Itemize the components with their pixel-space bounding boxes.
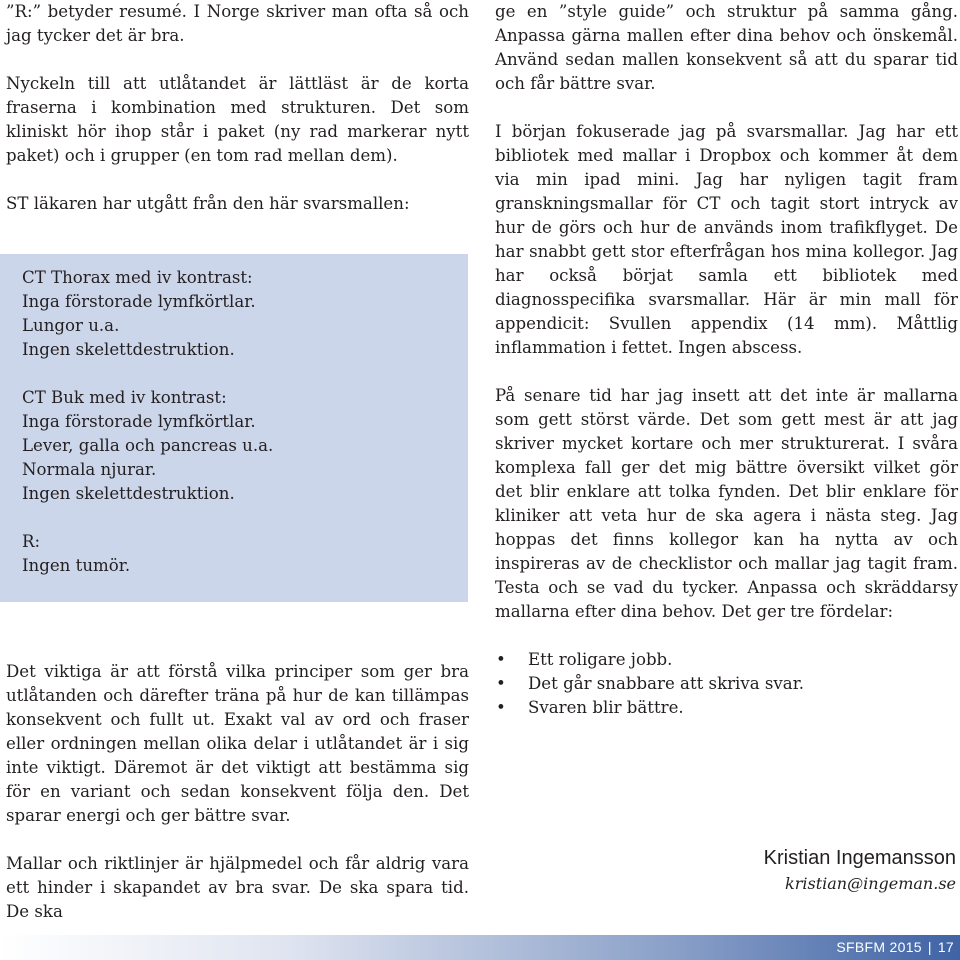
thorax-line-skeleton: Ingen skelettdestruktion. [22, 340, 235, 359]
tools-paragraph: Mallar och riktlinjer är hjälpmedel och får aldrig vara ett hinder i skapandet av bra svar. De ska spara tid. De ska [6, 854, 469, 921]
page-number: 17 [937, 939, 954, 955]
bullet-icon: • [496, 698, 506, 717]
footer-bar [0, 935, 960, 960]
intro-paragraph: ”R:” betyder resumé. I Norge skriver man ofta så och jag tycker det är bra. [6, 2, 469, 45]
benefit-text: Svaren blir bättre. [528, 698, 684, 717]
right-column [495, 0, 958, 720]
buk-title: CT Buk med iv kontrast: [22, 388, 227, 407]
report-template-box [0, 254, 468, 602]
buk-line-liver: Lever, galla och pancreas u.a. [22, 436, 274, 455]
benefit-text: Det går snabbare att skriva svar. [528, 674, 805, 693]
benefit-text: Ett roligare jobb. [528, 650, 673, 669]
key-paragraph: Nyckeln till att utlåtandet är lättläst är de korta fraserna i kombination med strukturen. Det som kliniskt hör ihop står i paket (ny rad markerar nytt paket) och i grupper (en tom rad mellan dem). [6, 74, 469, 165]
footer-separator: | [927, 939, 932, 955]
template-intro: ST läkaren har utgått från den här svarsmallen: [6, 194, 410, 213]
author-block [764, 845, 956, 897]
value-paragraph: På senare tid har jag insett att det inte är mallarna som gett störst värde. Det som gett mest är att jag skriver mycket kortare och mer strukturerat. I svåra komplexa fall ger det mig bättre översikt vilket gör det blir enklare att tolka fynden. Det blir enklare för kliniker att veta hur de ska agera i nästa steg. Jag hoppas det finns kollegor kan ha nytta av och inspireras av de checklistor och mallar jag tagit fram. Testa och se vad du tycker. Anpassa och skräddarsy mallarna efter dina behov. Det ger tre fördelar: [495, 386, 958, 621]
author-email[interactable]: kristian@ingeman.se [785, 874, 956, 893]
benefits-list [495, 648, 958, 720]
footer-text [836, 935, 954, 960]
list-item [495, 672, 958, 696]
buk-line-kidneys: Normala njurar. [22, 460, 157, 479]
list-item [495, 648, 958, 672]
resume-label: R: [22, 532, 41, 551]
left-column-lower [6, 660, 469, 924]
author-name: Kristian Ingemansson [763, 847, 956, 869]
bullet-icon: • [496, 674, 506, 693]
resume-text: Ingen tumör. [22, 556, 131, 575]
thorax-line-lungs: Lungor u.a. [22, 316, 120, 335]
library-paragraph: I början fokuserade jag på svarsmallar. Jag har ett bibliotek med mallar i Dropbox och kommer åt dem via min ipad mini. Jag har nyligen tagit fram granskningsmallar för CT och tagit stort intryck av hur de görs och hur de används inom trafikflyget. De har snabbt gett stor efterfrågan hos mina kollegor. Jag har också börjat samla ett bibliotek med diagnosspecifika svarsmallar. Här är min mall för appendicit: Svullen appendix (14 mm). Måttlig inflammation i fettet. Ingen abscess. [495, 122, 958, 357]
continuation-paragraph: ge en ”style guide” och struktur på samma gång. Anpassa gärna mallen efter dina behov och önskemål. Använd sedan mallen konsekvent så att du sparar tid och får bättre svar. [495, 2, 958, 93]
left-column [6, 0, 469, 216]
thorax-line-lymph: Inga förstorade lymfkörtlar. [22, 292, 256, 311]
thorax-title: CT Thorax med iv kontrast: [22, 268, 253, 287]
buk-line-lymph: Inga förstorade lymfkörtlar. [22, 412, 256, 431]
bullet-icon: • [496, 650, 506, 669]
principles-paragraph: Det viktiga är att förstå vilka principer som ger bra utlåtanden och därefter träna på hur de kan tillämpas konsekvent och fullt ut. Exakt val av ord och fraser eller ordningen mellan olika delar i utlåtandet är i sig inte viktigt. Däremot är det viktigt att bestämma sig för en variant och sedan konsekvent följa den. Det sparar energi och ger bättre svar. [6, 662, 469, 825]
publication-name: SFBFM 2015 [836, 939, 922, 955]
buk-line-skeleton: Ingen skelettdestruktion. [22, 484, 235, 503]
list-item [495, 696, 958, 720]
